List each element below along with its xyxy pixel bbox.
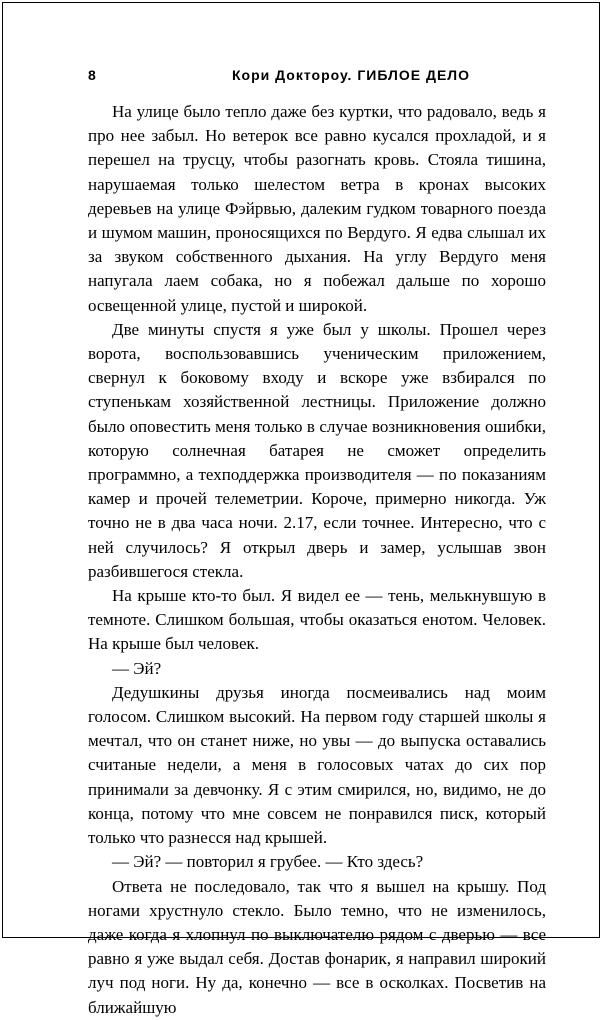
paragraph: На улице было тепло даже без куртки, что радовало, ведь я про нее забыл. Но ветерок все равно кусался прохладой, и я перешел на трусцу, чтобы разогнать кровь. Стояла тишина, нарушаемая только шелестом ветра в кронах высоких деревьев на улице Фэйрвью, далеким гудком товарного поезда и шумом машин, проносящихся по Вердуго. Я едва слышал их за звуком собственного дыхания. На углу Вердуго меня напугала лаем собака, но я побежал дальше по хорошо освещенной улице, пустой и широкой. <box>88 102 546 315</box>
paragraph: Ответа не последовало, так что я вышел на крышу. Под ногами хрустнуло стекло. Было темно, что не изменилось, даже когда я хлопнул по выключателю рядом с дверью — все равно я уже выдал себя. Достав фонарик, я направил широкий луч под ноги. Ну да, конечно — все в осколках. Посветив на ближайшую <box>88 876 546 1017</box>
page-number: 8 <box>88 67 97 83</box>
running-head: Кори Доктороу. ГИБЛОЕ ДЕЛО <box>232 67 471 83</box>
body-text <box>88 100 546 1020</box>
paragraph: Две минуты спустя я уже был у школы. Прошел через ворота, воспользовавшись ученическим приложением, свернул к боковому входу и вскоре уже взбирался по ступенькам хозяйственной лестницы. Приложение должно было оповестить меня только в случае возникновения ошибки, которую солнечная батарея не сможет определить программно, а техподдержка производителя — по показаниям камер и прочей телеметрии. Короче, примерно никогда. Уж точно не в два часа ночи. 2.17, если точнее. Интересно, что с ней случилось? Я открыл дверь и замер, услышав звон разбившегося стекла. <box>88 319 546 581</box>
paragraph: — Эй? <box>112 658 162 678</box>
paragraph: На крыше кто-то был. Я видел ее — тень, мелькнувшую в темноте. Слишком большая, чтобы оказаться енотом. Человек. На крыше был человек. <box>88 586 546 654</box>
page-header <box>88 67 546 89</box>
paragraph: — Эй? — повторил я грубее. — Кто здесь? <box>112 852 424 872</box>
paragraph: Дедушкины друзья иногда посмеивались над моим голосом. Слишком высокий. На первом году старшей школы я мечтал, что он станет ниже, но увы — до выпуска оставались считаные недели, а меня в голосовых чатах до сих пор принимали за девчонку. Я с этим смирился, но, видимо, не до конца, потому что мне совсем не понравился писк, который только что разнесся над крышей. <box>88 682 546 848</box>
